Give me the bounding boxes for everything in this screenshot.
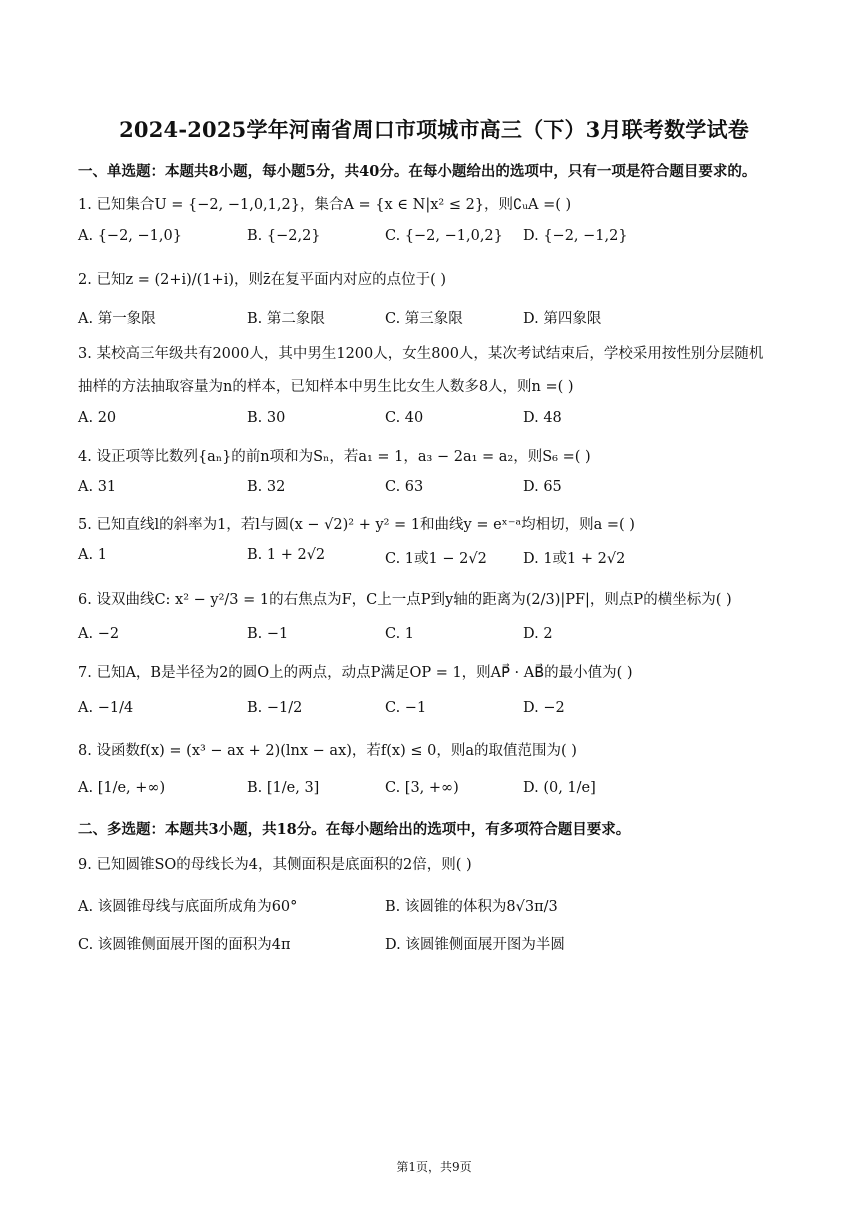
q4-option-c: C. 63	[385, 479, 424, 495]
q1-option-a: A. {−2, −1,0}	[78, 228, 182, 244]
question-2: 2. 已知z = (2+i)/(1+i)，则z̄在复平面内对应的点位于( )	[78, 272, 447, 288]
q9-option-d: D. 该圆锥侧面展开图为半圆	[385, 937, 565, 953]
q4-option-a: A. 31	[78, 479, 117, 495]
q3-option-b: B. 30	[247, 410, 286, 426]
q2-option-a: A. 第一象限	[78, 311, 156, 327]
q7-option-a: A. −1/4	[78, 700, 134, 716]
question-9: 9. 已知圆锥SO的母线长为4，其侧面积是底面积的2倍，则( )	[78, 857, 472, 873]
q3-option-d: D. 48	[523, 410, 562, 426]
q5-option-b: B. 1 + 2√2	[247, 547, 326, 563]
q8-option-d: D. (0, 1/e]	[523, 780, 596, 796]
q3-option-a: A. 20	[78, 410, 117, 426]
q6-option-a: A. −2	[78, 626, 120, 642]
q2-option-c: C. 第三象限	[385, 311, 463, 327]
q7-option-c: C. −1	[385, 700, 427, 716]
page-footer: 第1页，共9页	[396, 1160, 472, 1174]
q6-option-c: C. 1	[385, 626, 415, 642]
q2-option-b: B. 第二象限	[247, 311, 325, 327]
q6-option-d: D. 2	[523, 626, 553, 642]
q1-option-b: B. {−2,2}	[247, 228, 321, 244]
q5-option-c: C. 1或1 − 2√2	[385, 551, 487, 567]
q3-option-c: C. 40	[385, 410, 424, 426]
section-heading-multiple-choice: 二、多选题：本题共3小题，共18分。在每小题给出的选项中，有多项符合题目要求。	[78, 821, 631, 838]
question-3: 3. 某校高三年级共有2000人，其中男生1200人，女生800人，某次考试结束后，学校采用按性别分层随机	[78, 346, 764, 362]
q5-option-a: A. 1	[78, 547, 107, 563]
q1-option-c: C. {−2, −1,0,2}	[385, 228, 503, 244]
q4-option-d: D. 65	[523, 479, 562, 495]
q9-option-c: C. 该圆锥侧面展开图的面积为4π	[78, 937, 291, 953]
q9-option-b: B. 该圆锥的体积为8√3π/3	[385, 899, 558, 915]
q4-option-b: B. 32	[247, 479, 286, 495]
question-8: 8. 设函数f(x) = (x³ − ax + 2)(lnx − ax)，若f(x) ≤ 0，则a的取值范围为( )	[78, 743, 577, 759]
question-1: 1. 已知集合U = {−2, −1,0,1,2}，集合A = {x ∈ N|x² ≤ 2}，则∁ᵤA =( )	[78, 197, 572, 213]
q8-option-b: B. [1/e, 3]	[247, 780, 320, 796]
page-title: 2024-2025学年河南省周口市项城市高三（下）3月联考数学试卷	[119, 117, 749, 142]
q8-option-c: C. [3, +∞)	[385, 780, 459, 796]
question-3-continued: 抽样的方法抽取容量为n的样本，已知样本中男生比女生人数多8人，则n =( )	[78, 379, 574, 395]
question-5: 5. 已知直线l的斜率为1，若l与圆(x − √2)² + y² = 1和曲线y = eˣ⁻ᵃ均相切，则a =( )	[78, 517, 635, 533]
q2-option-d: D. 第四象限	[523, 311, 602, 327]
question-6: 6. 设双曲线C: x² − y²/3 = 1的右焦点为F，C上一点P到y轴的距离为(2/3)|PF|，则点P的横坐标为( )	[78, 592, 732, 608]
q5-option-d: D. 1或1 + 2√2	[523, 551, 626, 567]
q7-option-b: B. −1/2	[247, 700, 303, 716]
q9-option-a: A. 该圆锥母线与底面所成角为60°	[78, 899, 298, 915]
q7-option-d: D. −2	[523, 700, 565, 716]
question-4: 4. 设正项等比数列{aₙ}的前n项和为Sₙ，若a₁ = 1，a₃ − 2a₁ = a₂，则S₆ =( )	[78, 449, 591, 465]
q1-option-d: D. {−2, −1,2}	[523, 228, 628, 244]
q6-option-b: B. −1	[247, 626, 289, 642]
section-heading-single-choice: 一、单选题：本题共8小题，每小题5分，共40分。在每小题给出的选项中，只有一项是符合题目要求的。	[78, 163, 757, 180]
q8-option-a: A. [1/e, +∞)	[78, 780, 166, 796]
question-7: 7. 已知A，B是半径为2的圆O上的两点，动点P满足OP = 1，则AP⃗ · AB⃗的最小值为( )	[78, 665, 633, 681]
